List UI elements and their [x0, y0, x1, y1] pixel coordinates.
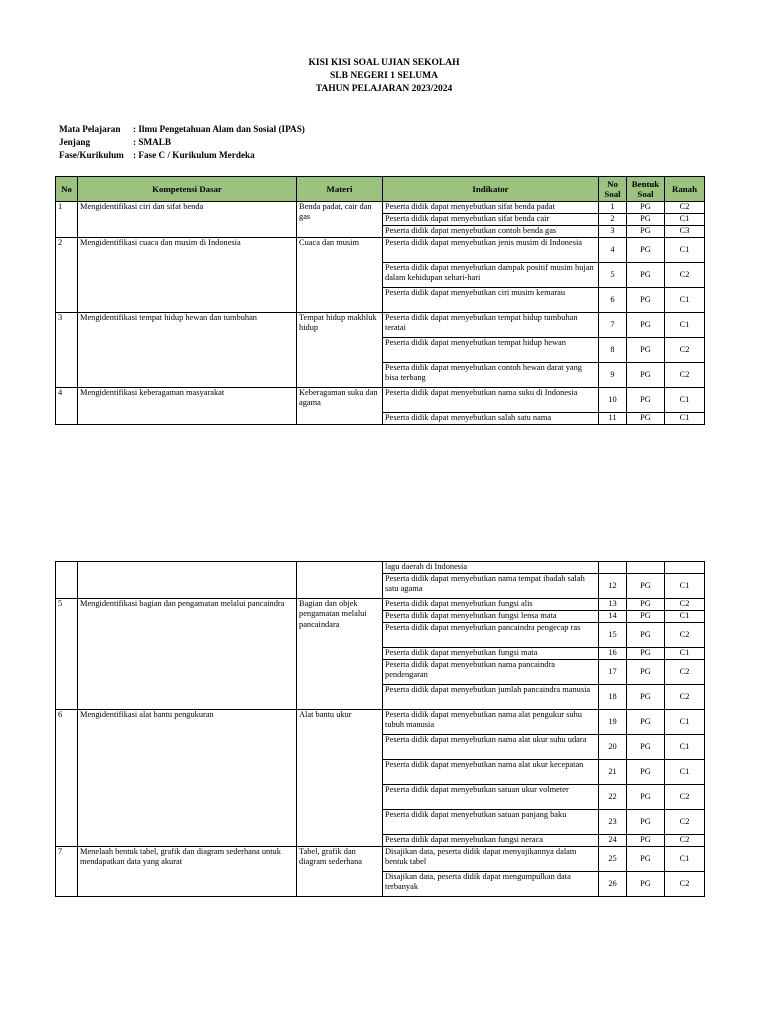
- ranah-cell: C2: [665, 835, 705, 847]
- table-row: [56, 599, 705, 611]
- group-kompetensi-dasar: Mengidentifikasi keberagaman masyarakat: [78, 388, 297, 425]
- ranah-cell: C2: [665, 263, 705, 288]
- bentuk-soal-cell: PG: [627, 785, 665, 810]
- group-kompetensi-dasar: Mengidentifikasi tempat hidup hewan dan tumbuhan: [78, 313, 297, 388]
- table-header-row: [56, 177, 705, 202]
- no-soal-cell: 26: [599, 872, 627, 897]
- bentuk-soal-cell: PG: [627, 760, 665, 785]
- bentuk-soal-cell: PG: [627, 847, 665, 872]
- no-soal-cell: 11: [599, 413, 627, 425]
- group-kompetensi-dasar: Mengidentifikasi ciri dan sifat benda: [78, 202, 297, 238]
- header-no: No: [56, 177, 78, 202]
- ranah-cell: C1: [665, 847, 705, 872]
- bentuk-soal-cell: PG: [627, 574, 665, 599]
- ranah-cell: C3: [665, 226, 705, 238]
- indikator-cell: Peserta didik dapat menyebutkan nama suku di Indonesia: [383, 388, 599, 413]
- bentuk-soal-cell: PG: [627, 835, 665, 847]
- bentuk-soal-cell: PG: [627, 363, 665, 388]
- group-no: 4: [56, 388, 78, 425]
- indikator-cell: Peserta didik dapat menyebutkan fungsi neraca: [383, 835, 599, 847]
- indikator-cell: Peserta didik dapat menyebutkan tempat hidup hewan: [383, 338, 599, 363]
- bentuk-soal-cell: PG: [627, 226, 665, 238]
- no-soal-cell: 12: [599, 574, 627, 599]
- indikator-cell: Peserta didik dapat menyebutkan sifat benda padat: [383, 202, 599, 214]
- indikator-cell: Peserta didik dapat menyebutkan dampak positif musim hujan dalam kehidupan sehari-hari: [383, 263, 599, 288]
- indikator-cell: Peserta didik dapat menyebutkan fungsi mata: [383, 648, 599, 660]
- bentuk-soal-cell: PG: [627, 413, 665, 425]
- group-kompetensi-dasar: Mengidentifikasi bagian dan pengamatan melalui pancaindra: [78, 599, 297, 710]
- indikator-cell: Disajikan data, peserta didik dapat mengumpulkan data terbanyak: [383, 872, 599, 897]
- no-soal-cell: 23: [599, 810, 627, 835]
- no-soal-cell: 22: [599, 785, 627, 810]
- group-materi: Bagian dan objek pengamatan melalui pancaindara: [297, 599, 383, 710]
- group-materi: Keberagaman suku dan agama: [297, 388, 383, 425]
- no-soal-cell: 4: [599, 238, 627, 263]
- header-bentuk-line1: Bentuk: [631, 178, 660, 189]
- bentuk-soal-cell: PG: [627, 263, 665, 288]
- table-row: [56, 388, 705, 413]
- header-no-soal-line2: Soal: [604, 189, 621, 199]
- header-bentuk-soal: [627, 177, 665, 202]
- subject-info: [59, 123, 305, 162]
- no-soal-cell: 7: [599, 313, 627, 338]
- ranah-cell: C2: [665, 685, 705, 710]
- no-soal-cell: 1: [599, 202, 627, 214]
- indikator-cell: Peserta didik dapat menyebutkan nama alat ukur kecepatan: [383, 760, 599, 785]
- ranah-cell: C2: [665, 660, 705, 685]
- table-row: [56, 238, 705, 263]
- no-soal-cell: 15: [599, 623, 627, 648]
- ranah-cell: C1: [665, 388, 705, 413]
- no-soal-cell: [599, 562, 627, 574]
- no-soal-cell: 20: [599, 735, 627, 760]
- ranah-cell: C1: [665, 214, 705, 226]
- no-soal-cell: 10: [599, 388, 627, 413]
- no-soal-cell: 3: [599, 226, 627, 238]
- no-soal-cell: 16: [599, 648, 627, 660]
- ranah-cell: C2: [665, 202, 705, 214]
- group-kompetensi-dasar: Menelaah bentuk tabel, grafik dan diagram sederhana untuk mendapatkan data yang akurat: [78, 847, 297, 897]
- meta-label: Fase/Kurikulum: [59, 150, 124, 160]
- indikator-cell: Peserta didik dapat menyebutkan jenis musim di Indonesia: [383, 238, 599, 263]
- group-materi: Tabel, grafik dan diagram sederhana: [297, 847, 383, 897]
- group-no: 7: [56, 847, 78, 897]
- bentuk-soal-cell: PG: [627, 313, 665, 338]
- bentuk-soal-cell: PG: [627, 338, 665, 363]
- ranah-cell: C1: [665, 760, 705, 785]
- no-soal-cell: 14: [599, 611, 627, 623]
- no-soal-cell: 5: [599, 263, 627, 288]
- ranah-cell: C1: [665, 238, 705, 263]
- ranah-cell: C2: [665, 872, 705, 897]
- group-materi-continued: [297, 562, 383, 599]
- indikator-cell: Disajikan data, peserta didik dapat menyajikannya dalam bentuk tabel: [383, 847, 599, 872]
- no-soal-cell: 21: [599, 760, 627, 785]
- ranah-cell: C2: [665, 810, 705, 835]
- indikator-cell: Peserta didik dapat menyebutkan salah satu nama: [383, 413, 599, 425]
- group-materi: Alat bantu ukur: [297, 710, 383, 847]
- no-soal-cell: 8: [599, 338, 627, 363]
- indikator-cell: Peserta didik dapat menyebutkan ciri musim kemarau: [383, 288, 599, 313]
- table-row: [56, 202, 705, 214]
- bentuk-soal-cell: PG: [627, 810, 665, 835]
- ranah-cell: C2: [665, 623, 705, 648]
- indikator-cell: Peserta didik dapat menyebutkan nama pancaindra pendengaran: [383, 660, 599, 685]
- meta-label: Jenjang: [59, 137, 91, 147]
- indikator-cell: Peserta didik dapat menyebutkan nama alat pengukur suhu tubuh manusia: [383, 710, 599, 735]
- group-materi: Benda padat, cair dan gas: [297, 202, 383, 238]
- indikator-cell: Peserta didik dapat menyebutkan fungsi lensa mata: [383, 611, 599, 623]
- group-kompetensi-dasar-continued: [78, 562, 297, 599]
- meta-row-phase: [59, 149, 305, 162]
- meta-row-subject: [59, 123, 305, 136]
- ranah-cell: C1: [665, 413, 705, 425]
- meta-row-level: [59, 136, 305, 149]
- ranah-cell: C1: [665, 735, 705, 760]
- indikator-cell: lagu daerah di Indonesia: [383, 562, 599, 574]
- header-no-soal: [599, 177, 627, 202]
- bentuk-soal-cell: PG: [627, 288, 665, 313]
- bentuk-soal-cell: PG: [627, 611, 665, 623]
- bentuk-soal-cell: PG: [627, 735, 665, 760]
- group-no: 1: [56, 202, 78, 238]
- bentuk-soal-cell: PG: [627, 685, 665, 710]
- indikator-cell: Peserta didik dapat menyebutkan jumlah pancaindra manusia: [383, 685, 599, 710]
- group-no: 3: [56, 313, 78, 388]
- no-soal-cell: 2: [599, 214, 627, 226]
- group-no: 5: [56, 599, 78, 710]
- header-kompetensi-dasar: Kompetensi Dasar: [78, 177, 297, 202]
- title-line-2: SLB NEGERI 1 SELUMA: [330, 71, 438, 81]
- indikator-cell: Peserta didik dapat menyebutkan satuan panjang baku: [383, 810, 599, 835]
- bentuk-soal-cell: PG: [627, 388, 665, 413]
- group-no: 6: [56, 710, 78, 847]
- title-line-3: TAHUN PELAJARAN 2023/2024: [315, 84, 453, 94]
- ranah-cell: C1: [665, 648, 705, 660]
- ranah-cell: C1: [665, 313, 705, 338]
- header-ranah: Ranah: [665, 177, 705, 202]
- no-soal-cell: 9: [599, 363, 627, 388]
- ranah-cell: C2: [665, 338, 705, 363]
- bentuk-soal-cell: PG: [627, 872, 665, 897]
- no-soal-cell: 6: [599, 288, 627, 313]
- ranah-cell: C1: [665, 288, 705, 313]
- bentuk-soal-cell: PG: [627, 202, 665, 214]
- meta-value: : Ilmu Pengetahuan Alam dan Sosial (IPAS): [133, 124, 305, 134]
- ranah-cell: C2: [665, 363, 705, 388]
- header-materi: Materi: [297, 177, 383, 202]
- indikator-cell: Peserta didik dapat menyebutkan contoh benda gas: [383, 226, 599, 238]
- indikator-cell: Peserta didik dapat menyebutkan nama alat ukur suhu udara: [383, 735, 599, 760]
- no-soal-cell: 25: [599, 847, 627, 872]
- bentuk-soal-cell: PG: [627, 648, 665, 660]
- no-soal-cell: 13: [599, 599, 627, 611]
- document-title: [0, 57, 768, 96]
- title-line-1: KISI KISI SOAL UJIAN SEKOLAH: [308, 58, 460, 68]
- ranah-cell: [665, 562, 705, 574]
- indikator-cell: Peserta didik dapat menyebutkan pancaindra pengecap ras: [383, 623, 599, 648]
- group-kompetensi-dasar: Mengidentifikasi alat bantu pengukuran: [78, 710, 297, 847]
- header-indikator: Indikator: [383, 177, 599, 202]
- header-bentuk-line2: Soal: [637, 189, 654, 199]
- no-soal-cell: 19: [599, 710, 627, 735]
- bentuk-soal-cell: PG: [627, 238, 665, 263]
- group-kompetensi-dasar: Mengidentifikasi cuaca dan musim di Indonesia: [78, 238, 297, 313]
- table-row: [56, 313, 705, 338]
- ranah-cell: C2: [665, 785, 705, 810]
- table-row: [56, 710, 705, 735]
- meta-value: : SMALB: [133, 137, 172, 147]
- indikator-cell: Peserta didik dapat menyebutkan contoh hewan darat yang bisa terbang: [383, 363, 599, 388]
- no-soal-cell: 18: [599, 685, 627, 710]
- bentuk-soal-cell: [627, 562, 665, 574]
- meta-label: Mata Pelajaran: [59, 124, 121, 134]
- ranah-cell: C2: [665, 599, 705, 611]
- grid-table-part-2: [55, 561, 705, 897]
- meta-value: : Fase C / Kurikulum Merdeka: [133, 150, 255, 160]
- group-materi: Cuaca dan musim: [297, 238, 383, 313]
- ranah-cell: C1: [665, 611, 705, 623]
- indikator-cell: Peserta didik dapat menyebutkan sifat benda cair: [383, 214, 599, 226]
- ranah-cell: C1: [665, 574, 705, 599]
- header-no-soal-line1: No: [607, 178, 618, 189]
- group-materi: Tempat hidup makhluk hidup: [297, 313, 383, 388]
- bentuk-soal-cell: PG: [627, 214, 665, 226]
- ranah-cell: C1: [665, 710, 705, 735]
- bentuk-soal-cell: PG: [627, 710, 665, 735]
- indikator-cell: Peserta didik dapat menyebutkan satuan ukur volmeter: [383, 785, 599, 810]
- indikator-cell: Peserta didik dapat menyebutkan fungsi alis: [383, 599, 599, 611]
- bentuk-soal-cell: PG: [627, 660, 665, 685]
- no-soal-cell: 24: [599, 835, 627, 847]
- indikator-cell: Peserta didik dapat menyebutkan tempat hidup tumbuhan teratai: [383, 313, 599, 338]
- bentuk-soal-cell: PG: [627, 623, 665, 648]
- group-no: 2: [56, 238, 78, 313]
- no-soal-cell: 17: [599, 660, 627, 685]
- bentuk-soal-cell: PG: [627, 599, 665, 611]
- table-row: [56, 562, 705, 574]
- group-no-continued: [56, 562, 78, 599]
- table-row: [56, 847, 705, 872]
- indikator-cell: Peserta didik dapat menyebutkan nama tempat ibadah salah satu agama: [383, 574, 599, 599]
- grid-table-part-1: [55, 176, 705, 425]
